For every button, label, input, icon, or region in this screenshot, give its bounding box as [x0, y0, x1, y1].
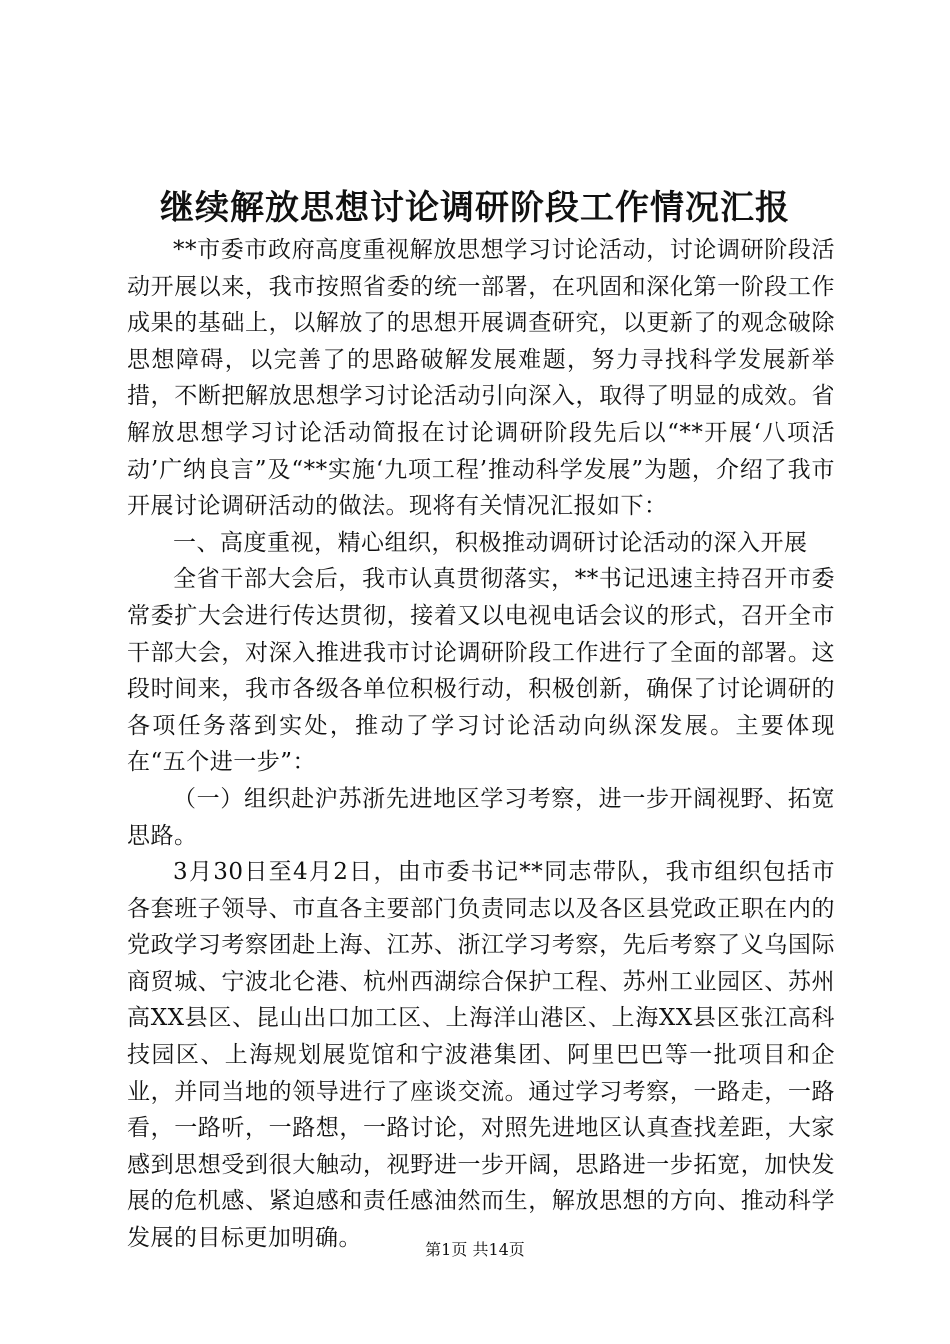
- subsection-heading-1: （一）组织赴沪苏浙先进地区学习考察，进一步开阔视野、拓宽思路。: [127, 785, 835, 849]
- document-body: [127, 232, 835, 1257]
- page-footer: 第1页 共14页: [425, 1240, 525, 1259]
- paragraph-section-1: 全省干部大会后，我市认真贯彻落实，**书记迅速主持召开市委常委扩大会进行传达贯彻，接着又以电视电话会议的形式，召开全市干部大会，对深入推进我市讨论调研阶段工作进行了全面的部署。这段时间来，我市各级各单位积极行动，积极创新，确保了讨论调研的各项任务落到实处，推动了学习讨论活动向纵深发展。主要体现在“五个进一步”：: [127, 566, 835, 776]
- section-heading-1: 一、高度重视，精心组织，积极推动调研讨论活动的深入开展: [173, 529, 808, 556]
- document-title: 继续解放思想讨论调研阶段工作情况汇报: [160, 188, 790, 228]
- paragraph-subsection-1: 3月30日至4月2日，由市委书记**同志带队，我市组织包括市各套班子领导、市直各主要部门负责同志以及各区县党政正职在内的党政学习考察团赴上海、江苏、浙江学习考察，先后考察了义乌国际商贸城、宁波北仑港、杭州西湖综合保护工程、苏州工业园区、苏州高XX县区、昆山出口加工区、上海洋山港区、上海XX县区张江高科技园区、上海规划展览馆和宁波港集团、阿里巴巴等一批项目和企业，并同当地的领导进行了座谈交流。通过学习考察，一路走，一路看，一路听，一路想，一路讨论，对照先进地区认真查找差距，大家感到思想受到很大触动，视野进一步开阔，思路进一步拓宽，加快发展的危机感、紧迫感和责任感油然而生，解放思想的方向、推动科学发展的目标更加明确。: [127, 859, 835, 1252]
- paragraph-intro: **市委市政府高度重视解放思想学习讨论活动，讨论调研阶段活动开展以来，我市按照省委的统一部署，在巩固和深化第一阶段工作成果的基础上，以解放了的思想开展调查研究，以更新了的观念破除思想障碍，以完善了的思路破解发展难题，努力寻找科学发展新举措，不断把解放思想学习讨论活动引向深入，取得了明显的成效。省解放思想学习讨论活动简报在讨论调研阶段先后以“**开展‘八项活动’广纳良言”及“**实施‘九项工程’推动科学发展”为题，介绍了我市开展讨论调研活动的做法。现将有关情况汇报如下：: [127, 237, 835, 520]
